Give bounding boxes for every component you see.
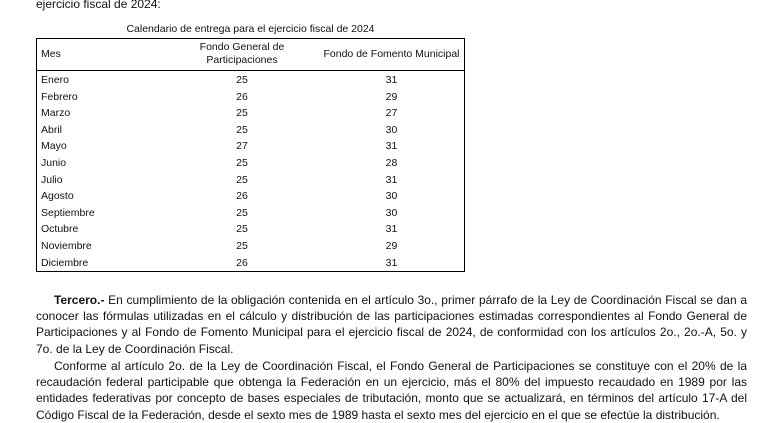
table-row: [37, 155, 465, 172]
cell-month: Noviembre: [41, 239, 92, 252]
table-row: [37, 238, 465, 255]
cell-month: Marzo: [41, 107, 71, 120]
table-row: [37, 221, 465, 238]
cell-fondo-fomento: 30: [385, 206, 398, 219]
header-fondo-general: Fondo General de Participaciones: [165, 39, 319, 71]
header-month: Mes: [37, 39, 166, 71]
cell-month: Enero: [41, 74, 70, 86]
cell-month: Junio: [41, 156, 67, 169]
cell-fondo-fomento: 30: [385, 123, 398, 136]
cell-month: Diciembre: [41, 256, 89, 269]
cell-fondo-general: 26: [236, 256, 248, 269]
cell-fondo-fomento: 31: [385, 173, 398, 186]
cell-month: Octubre: [41, 223, 79, 236]
table-row: [37, 188, 465, 205]
cell-fondo-general: 25: [236, 173, 248, 186]
cell-fondo-fomento: 27: [385, 107, 398, 120]
cell-fondo-fomento: 31: [385, 140, 398, 153]
table-row: [37, 172, 465, 189]
cell-fondo-general: 25: [236, 223, 248, 236]
paragraph-tercero: [36, 292, 747, 357]
cell-fondo-general: 26: [236, 190, 248, 203]
cell-month: Febrero: [41, 90, 78, 103]
cell-month: Agosto: [41, 190, 74, 203]
table-row: [37, 105, 465, 122]
table-row: [37, 138, 465, 155]
cell-fondo-general: 26: [236, 90, 248, 103]
cell-fondo-general: 25: [236, 206, 248, 219]
table-row: [37, 205, 465, 222]
table-row: [37, 89, 465, 106]
table-row: [37, 255, 465, 272]
cell-fondo-fomento: 31: [385, 74, 398, 86]
cell-fondo-general: 25: [236, 239, 248, 252]
cell-fondo-fomento: 30: [385, 190, 398, 203]
cell-fondo-fomento: 31: [385, 223, 398, 236]
cell-fondo-fomento: 31: [385, 256, 398, 269]
cell-fondo-general: 25: [236, 123, 248, 136]
cell-month: Abril: [41, 123, 63, 136]
table-row: [37, 71, 465, 89]
cell-fondo-general: 27: [236, 140, 248, 153]
cell-fondo-general: 25: [236, 156, 248, 169]
cell-month: Septiembre: [41, 206, 95, 219]
paragraph-lead: Tercero.-: [54, 293, 105, 307]
paragraph-conforme: [36, 358, 747, 423]
paragraph-text: Conforme al artículo 2o. de la Ley de Coordinación Fiscal, el Fondo General de Participaciones se constituye con el 20% de la recaudación federal participable que obtenga la Federación en un ejercicio, más el 80% del impuesto recaudado en 1989 por las entidades federativas por concepto de bases especiales de tributación, monto que se actualizará, en términos del artículo 17-A del Código Fiscal de la Federación, desde el sexto mes de 1989 hasta el sexto mes del ejercicio en el que se efectúe la distribución.: [36, 359, 747, 422]
paragraph-text: En cumplimiento de la obligación contenida en el artículo 3o., primer párrafo de la Ley de Coordinación Fiscal se dan a conocer las fórmulas utilizadas en el cálculo y distribución de las participaciones estimadas correspondientes al Fondo General de Participaciones y al Fondo de Fomento Municipal para el ejercicio fiscal de 2024, de conformidad con los artículos 2o., 2o.-A, 5o. y 7o. de la Ley de Coordinación Fiscal.: [36, 293, 747, 356]
intro-text: ejercicio fiscal de 2024:: [36, 0, 161, 11]
cell-fondo-fomento: 28: [385, 156, 398, 169]
table-row: [37, 122, 465, 139]
cell-fondo-fomento: 29: [385, 239, 398, 252]
table-header-row: [37, 39, 465, 71]
header-fondo-fomento: Fondo de Fomento Municipal: [319, 39, 465, 71]
cell-fondo-fomento: 29: [385, 90, 398, 103]
delivery-calendar-table: [36, 38, 465, 272]
cell-fondo-general: 25: [236, 107, 248, 120]
cell-month: Mayo: [41, 140, 67, 153]
table-body: [37, 71, 465, 272]
cell-fondo-general: 25: [236, 74, 248, 86]
cell-month: Julio: [41, 173, 63, 186]
table-caption: Calendario de entrega para el ejercicio fiscal de 2024: [126, 23, 375, 35]
